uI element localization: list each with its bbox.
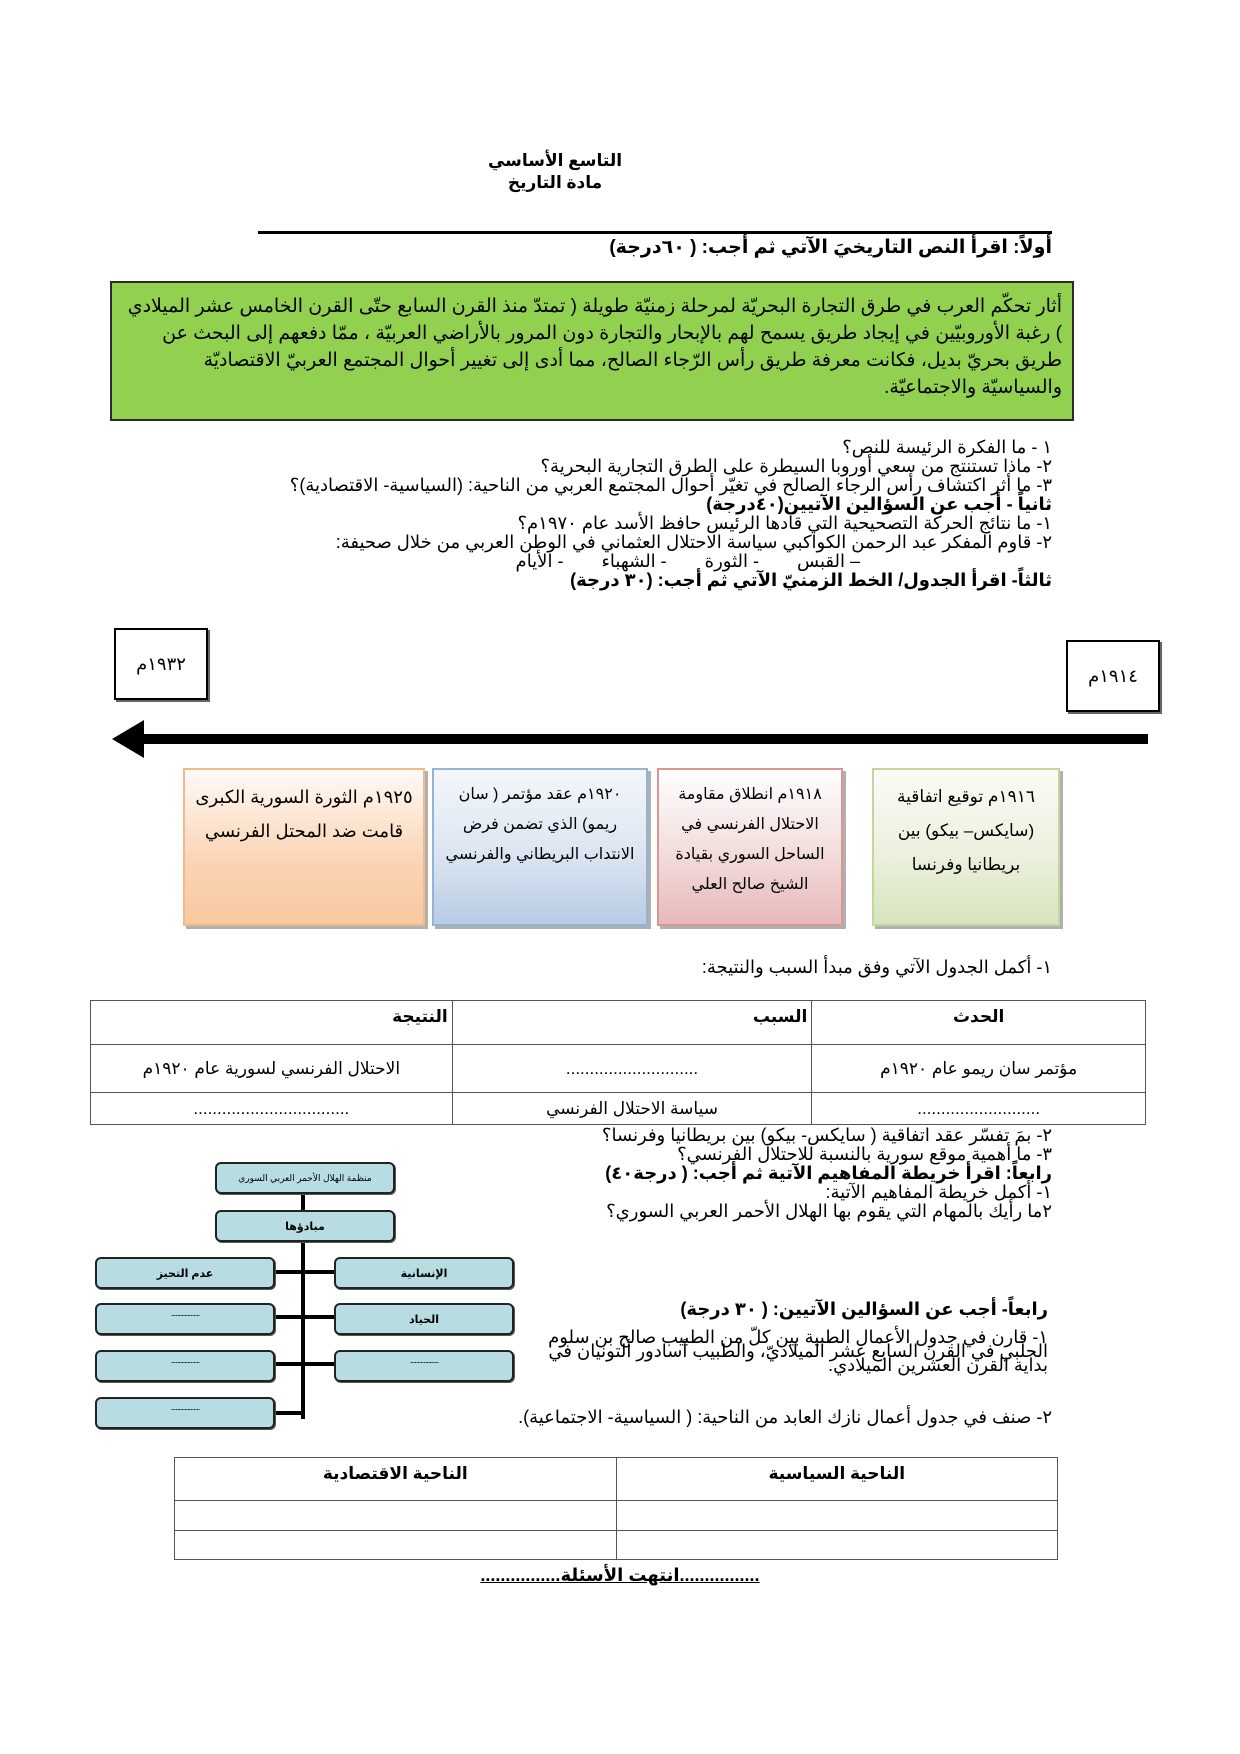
cell-cause-2[interactable]: سياسة الاحتلال الفرنسي [452, 1093, 812, 1125]
cell-political-2[interactable] [616, 1531, 1057, 1560]
s2-question-1: ١- ما نتائج الحركة التصحيحية التي قادها الرئيس حافظ الأسد عام ١٩٧٠م؟ [517, 513, 1052, 533]
s3-question-1: ١- أكمل الجدول الآتي وفق مبدأ السبب والنتيجة: [701, 957, 1052, 977]
concept-right-2: الحياد [334, 1303, 514, 1335]
cell-economic-2[interactable] [175, 1531, 617, 1560]
event-card-1920: ١٩٢٠م عقد مؤتمر ( سان ريمو) الذي تضمن فرض الانتداب البريطاني والفرنسي [432, 768, 648, 926]
timeline-start-year: ١٩١٤م [1066, 640, 1160, 712]
timeline-end-year: ١٩٣٢م [114, 628, 208, 700]
s4-question-2: ٢ما رأيك بالمهام التي يقوم بها الهلال الأحمر العربي السوري؟ [606, 1201, 1052, 1221]
concept-left-2-blank[interactable]: ................... [95, 1303, 275, 1335]
cell-event-1[interactable]: مؤتمر سان ريمو عام ١٩٢٠م [812, 1045, 1146, 1093]
nazek-table [174, 1457, 1058, 1560]
concept-root: منظمة الهلال الأحمر العربي السوري [215, 1162, 395, 1194]
cause-effect-table [90, 1000, 1146, 1125]
timeline-arrow-head-icon [112, 720, 144, 758]
event-card-1918: ١٩١٨م انطلاق مقاومة الاحتلال الفرنسي في الساحل السوري بقيادة الشيخ صالح العلي [657, 768, 843, 926]
s2-question-2: ٢- قاوم المفكر عبد الرحمن الكواكبي سياسة الاحتلال العثماني في الوطن العربي من خلال صحيفة: [335, 532, 1052, 552]
section2-title: ثانياً - أجب عن السؤالين الآتيين(٤٠درجة) [706, 494, 1052, 514]
s5-question-1: ١- قارن في جدول الأعمال الطبية بين كلّ من الطبيب صالح بن سلوم الحلبي في القرن السابع عشر الميلاديّ، والطبيب أسادور ألتونيان في بداية القرن العشرين الميلادي. [548, 1327, 1048, 1375]
grade-heading: التاسع الأساسي [487, 151, 623, 170]
cell-economic-1[interactable] [175, 1501, 617, 1531]
s1-question-2: ٢- ماذا تستنتج من سعي أوروبا السيطرة على الطرق التجارية البحرية؟ [540, 456, 1052, 476]
cell-result-1[interactable]: الاحتلال الفرنسي لسورية عام ١٩٢٠م [91, 1045, 453, 1093]
header-divider [258, 231, 1052, 234]
concept-right-1: الإنسانية [334, 1257, 514, 1289]
col-header-economic: الناحية الاقتصادية [175, 1458, 617, 1501]
concept-right-3-blank[interactable]: ................... [334, 1350, 514, 1382]
cell-result-2[interactable]: ................................. [91, 1093, 453, 1125]
concept-principles: مبادؤها [215, 1210, 395, 1242]
option-ayyam: - الأيام [515, 551, 564, 571]
connector-row4 [274, 1411, 305, 1415]
option-thawra: - الثورة [704, 551, 760, 571]
concept-left-4-blank[interactable]: ................... [95, 1397, 275, 1429]
connector-row2 [274, 1315, 334, 1319]
s3-question-2: ٢- بمَ تفسّر عقد اتفاقية ( سايكس- بيكو) بين بريطانيا وفرنسا؟ [601, 1125, 1052, 1145]
col-header-result: النتيجة [91, 1001, 453, 1045]
subject-heading: مادة التاريخ [507, 173, 603, 192]
event-card-1916: ١٩١٦م توقيع اتفاقية (سايكس– بيكو) بين بريطانيا وفرنسا [872, 768, 1060, 926]
cell-political-1[interactable] [616, 1501, 1057, 1531]
section1-title: أولاً: اقرأ النص التاريخيَ الآتي ثم أجب: ( ٦٠درجة) [609, 237, 1052, 258]
col-header-political: الناحية السياسية [616, 1458, 1057, 1501]
cell-cause-1[interactable]: ............................ [452, 1045, 812, 1093]
col-header-event: الحدث [812, 1001, 1146, 1045]
s1-question-3: ٣- ما أثر اكتشاف رأس الرجاء الصالح في تغيّر أحوال المجتمع العربي من الناحية: (السياسية- الاقتصادية)؟ [289, 475, 1052, 495]
concept-left-1: عدم التحيز [95, 1257, 275, 1289]
timeline-arrow-shaft [140, 734, 1148, 744]
passage-box: أثار تحكّم العرب في طرق التجارة البحريّة لمرحلة زمنيّة طويلة ( تمتدّ منذ القرن السابع حتّى القرن الخامس عشر الميلادي ) رغبة الأوروبيّين في إيجاد طريق يسمح لهم بالإبحار والتجارة دون المرور بالأراضي العربيّة ، ممّا دفعهم إلى البحث عن طريق بحريّ بديل، فكانت معرفة طريق رأس الرّجاء الصالح، مما أدى إلى تغيير أحوال المجتمع العربيّ الاقتصاديّة والسياسيّة والاجتماعيّة. [110, 281, 1074, 421]
col-header-cause: السبب [452, 1001, 812, 1045]
option-shahbaa: - الشهباء [601, 551, 667, 571]
s5-question-2: ٢- صنف في جدول أعمال نازك العابد من الناحية: ( السياسية- الاجتماعية). [518, 1407, 1052, 1427]
s2-options [516, 552, 860, 571]
s3-question-3: ٣- ما أهمية موقع سورية بالنسبة للاحتلال الفرنسي؟ [677, 1144, 1052, 1164]
s4-question-1: ١- أكمل خريطة المفاهيم الآتية: [825, 1182, 1052, 1202]
end-of-questions: ................انتهت الأسئلة................ [480, 1565, 760, 1585]
option-qabas: – القبس [797, 551, 860, 571]
event-card-1925: ١٩٢٥م الثورة السورية الكبرى قامت ضد المحتل الفرنسي [183, 768, 425, 926]
section4-title: رابعاً: اقرأ خريطة المفاهيم الآتية ثم أجب: ( درجة٤٠) [605, 1163, 1052, 1183]
connector-row3 [274, 1362, 334, 1366]
section3-title: ثالثاً- اقرأ الجدول/ الخط الزمنيّ الآتي ثم أجب: (٣٠ درجة) [570, 570, 1052, 590]
concept-left-3-blank[interactable]: ................... [95, 1350, 275, 1382]
cell-event-2[interactable]: .......................... [812, 1093, 1146, 1125]
s1-question-1: ١ - ما الفكرة الرئيسة للنص؟ [842, 437, 1052, 457]
connector-row1 [274, 1270, 334, 1274]
section5-title: رابعاً- أجب عن السؤالين الآتيين: ( ٣٠ درجة) [680, 1299, 1048, 1319]
